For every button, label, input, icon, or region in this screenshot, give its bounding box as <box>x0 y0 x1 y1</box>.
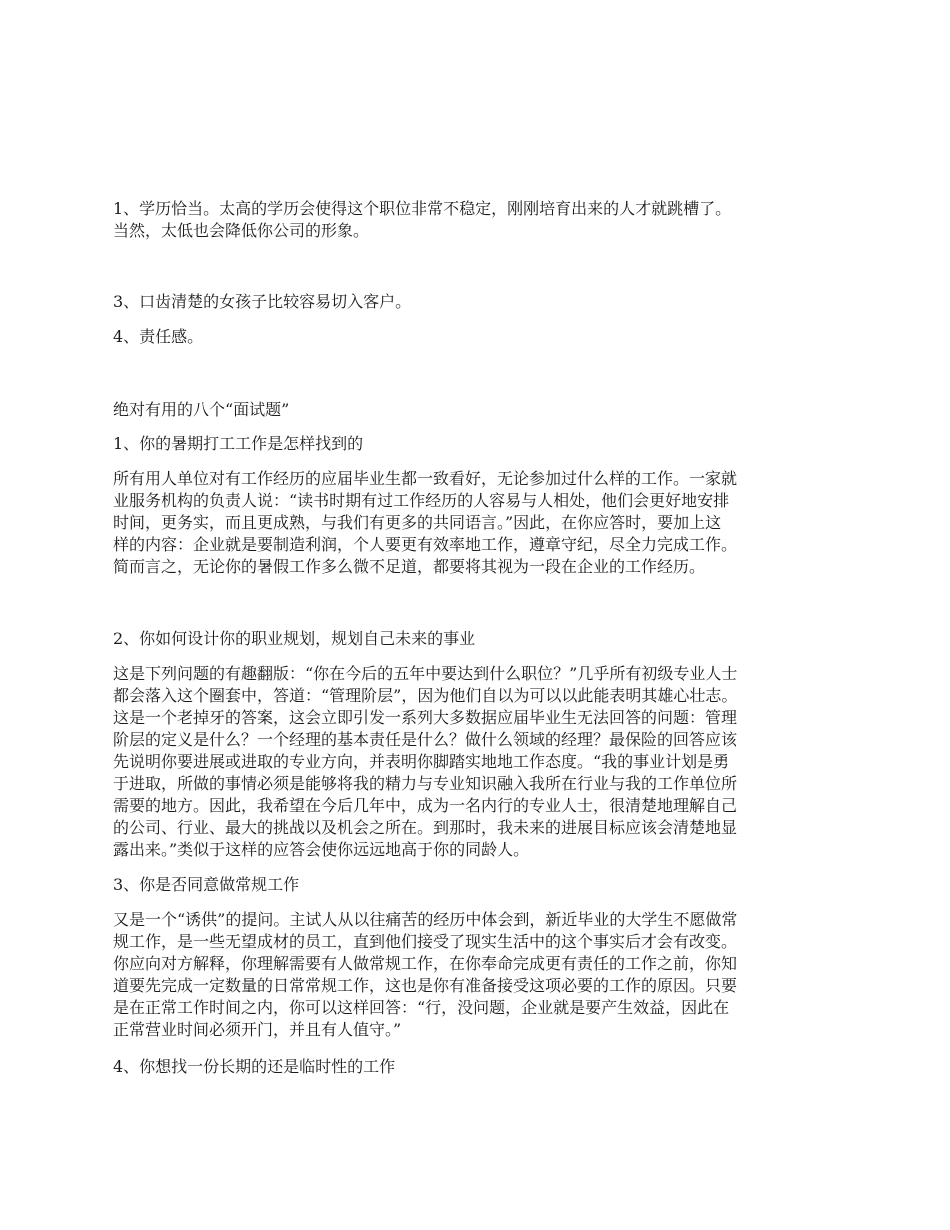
question-title-text: 4、你想找一份长期的还是临时性的工作 <box>113 1057 396 1076</box>
question-title-text: 3、你是否同意做常规工作 <box>113 875 300 894</box>
text-line: 时间，更务实，而且更成熟，与我们有更多的共同语言。”因此，在你应答时，要加上这 <box>113 513 722 532</box>
text-line: 当然，太低也会降低你公司的形象。 <box>113 221 370 240</box>
section-heading <box>113 399 843 421</box>
question-2-answer <box>113 663 843 861</box>
question-3-answer <box>113 909 843 1041</box>
question-2-title <box>113 628 843 650</box>
text-line: 的公司、行业、最大的挑战以及机会之所在。到那时，我未来的进展目标应该会清楚地显 <box>113 818 738 837</box>
paragraph-education <box>113 198 843 242</box>
text-line: 所有用人单位对有工作经历的应届毕业生都一致看好，无论参加过什么样的工作。一家就 <box>113 469 738 488</box>
question-title-text: 2、你如何设计你的职业规划，规划自己未来的事业 <box>113 629 476 648</box>
text-line: 都会落入这个圈套中，答道：“管理阶层”，因为他们自以为可以以此能表明其雄心壮志。 <box>113 686 738 705</box>
heading-text: 绝对有用的八个“面试题” <box>113 400 290 419</box>
text-line: 样的内容：企业就是要制造利润，个人要更有效率地工作，遵章守纪，尽全力完成工作。 <box>113 535 738 554</box>
text-line: 先说明你要进展或进取的专业方向，并表明你脚踏实地地工作态度。“我的事业计划是勇 <box>113 752 730 771</box>
paragraph-articulate <box>113 291 843 313</box>
text-line: 这是下列问题的有趣翻版：“你在今后的五年中要达到什么职位？”几乎所有初级专业人士 <box>113 664 738 683</box>
text-line: 你应向对方解释，你理解需要有人做常规工作，在你奉命完成更有责任的工作之前，你知 <box>113 954 738 973</box>
text-line: 业服务机构的负责人说：“读书时期有过工作经历的人容易与人相处，他们会更好地安排 <box>113 491 730 510</box>
text-line: 露出来。”类似于这样的应答会使你远远地高于你的同龄人。 <box>113 840 530 859</box>
text-line: 于进取，所做的事情必须是能够将我的精力与专业知识融入我所在行业与我的工作单位所 <box>113 774 738 793</box>
paragraph-responsibility <box>113 326 843 348</box>
question-title-text: 1、你的暑期打工工作是怎样找到的 <box>113 434 364 453</box>
text-line: 是在正常工作时间之内，你可以这样回答：“行，没问题，企业就是要产生效益，因此在 <box>113 998 730 1017</box>
question-4-title <box>113 1056 843 1078</box>
text-line: 3、口齿清楚的女孩子比较容易切入客户。 <box>113 292 412 311</box>
text-line: 又是一个“诱供”的提问。主试人从以往痛苦的经历中体会到，新近毕业的大学生不愿做常 <box>113 910 738 929</box>
question-1-title <box>113 433 843 455</box>
text-line: 道要先完成一定数量的日常常规工作，这也是你有准备接受这项必要的工作的原因。只要 <box>113 976 738 995</box>
text-line: 4、责任感。 <box>113 327 204 346</box>
text-line: 这是一个老掉牙的答案，这会立即引发一系列大多数据应届毕业生无法回答的问题：管理 <box>113 708 738 727</box>
question-3-title <box>113 874 843 896</box>
text-line: 正常营业时间必须开门，并且有人值守。” <box>113 1020 402 1039</box>
text-line: 1、学历恰当。太高的学历会使得这个职位非常不稳定，刚刚培育出来的人才就跳槽了。 <box>113 199 732 218</box>
text-line: 阶层的定义是什么？一个经理的基本责任是什么？做什么领域的经理？最保险的回答应该 <box>113 730 738 749</box>
text-line: 简而言之，无论你的暑假工作多么微不足道，都要将其视为一段在企业的工作经历。 <box>113 557 706 576</box>
text-line: 规工作，是一些无望成材的员工，直到他们接受了现实生活中的这个事实后才会有改变。 <box>113 932 738 951</box>
text-line: 需要的地方。因此，我希望在今后几年中，成为一名内行的专业人士，很清楚地理解自己 <box>113 796 738 815</box>
question-1-answer <box>113 468 843 578</box>
